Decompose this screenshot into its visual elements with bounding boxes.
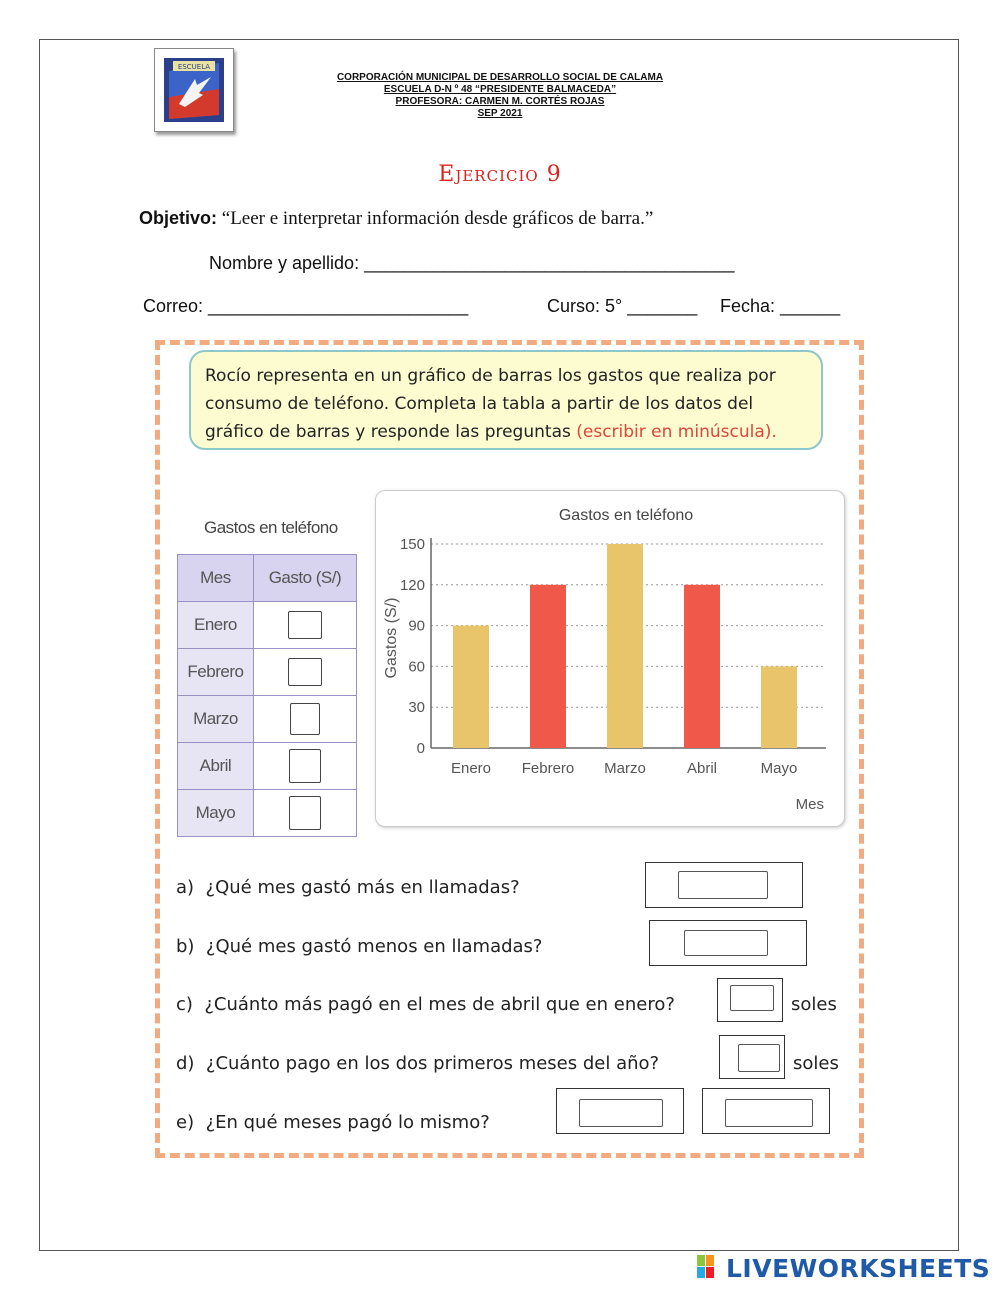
chart-ylabel: Gastos (S/) xyxy=(383,597,400,679)
question-e xyxy=(176,1112,490,1133)
instruction-box xyxy=(189,350,823,450)
month-cell: Mayo xyxy=(178,790,254,837)
instruction-text: Rocío representa en un gráfico de barras los gastos que realiza por consumo de teléfono. Completa la tabla a partir de los datos del gráfico de barras y responde las preguntas xyxy=(205,366,776,442)
y-tick-label: 60 xyxy=(408,658,425,676)
table-row xyxy=(178,649,357,696)
x-category-label: Enero xyxy=(450,760,492,777)
y-tick-label: 0 xyxy=(416,740,425,757)
table-header-row xyxy=(178,555,357,602)
objective-text: “Leer e interpretar información desde gráficos de barra.” xyxy=(221,208,654,229)
question-a xyxy=(176,877,520,898)
question-letter: b) xyxy=(176,936,195,957)
y-tick-label: 120 xyxy=(399,576,425,594)
chart-svg xyxy=(376,491,844,826)
answer-input-mayo[interactable] xyxy=(289,796,321,830)
y-tick-label: 150 xyxy=(399,536,425,553)
question-text: ¿Qué mes gastó más en llamadas? xyxy=(205,877,520,898)
answer-input-c[interactable] xyxy=(730,985,774,1011)
logo-text: ESCUELA xyxy=(177,63,211,71)
table-row xyxy=(178,790,357,837)
answer-input-enero[interactable] xyxy=(288,611,322,639)
header-line-3: PROFESORA: CARMEN M. CORTÉS ROJAS xyxy=(395,96,605,107)
month-cell: Abril xyxy=(178,743,254,790)
question-c xyxy=(176,994,675,1015)
objective-label: Objetivo: xyxy=(139,208,218,228)
email-field[interactable]: Correo: __________________________ xyxy=(143,296,469,316)
question-letter: a) xyxy=(176,877,195,898)
liveworksheets-brand[interactable] xyxy=(697,1254,990,1285)
bar-mayo xyxy=(761,666,797,748)
course-field[interactable]: Curso: 5° _______ xyxy=(547,296,698,316)
question-b xyxy=(176,936,542,957)
school-logo xyxy=(154,48,234,132)
bar-enero xyxy=(453,626,489,748)
question-text: ¿Cuánto más pagó en el mes de abril que en enero? xyxy=(204,994,675,1015)
table-row xyxy=(178,602,357,649)
brand-name: LIVEWORKSHEETS xyxy=(726,1254,991,1283)
question-text: ¿Qué mes gastó menos en llamadas? xyxy=(205,936,543,957)
bar-febrero xyxy=(530,585,566,748)
month-cell: Febrero xyxy=(178,649,254,696)
column-header-month: Mes xyxy=(178,555,254,602)
answer-input-b[interactable] xyxy=(684,930,768,956)
question-text: ¿Cuánto pago en los dos primeros meses del año? xyxy=(205,1053,660,1074)
question-d xyxy=(176,1053,659,1074)
bar-chart xyxy=(375,490,845,827)
x-category-label: Mayo xyxy=(760,760,798,777)
expense-table xyxy=(177,554,357,837)
month-cell: Enero xyxy=(178,602,254,649)
date-field[interactable]: Fecha: ______ xyxy=(720,296,841,316)
chart-xlabel: Mes xyxy=(795,796,824,813)
cost-cell xyxy=(253,649,356,696)
cost-cell xyxy=(253,696,356,743)
instruction-highlight: (escribir en minúscula). xyxy=(576,422,777,442)
bar-marzo xyxy=(607,544,643,748)
header-line-1: CORPORACIÓN MUNICIPAL DE DESARROLLO SOCIAL DE CALAMA xyxy=(336,72,664,83)
y-tick-label: 30 xyxy=(408,699,425,717)
liveworksheets-logo-icon xyxy=(697,1255,723,1285)
question-letter: e) xyxy=(176,1112,195,1133)
month-cell: Marzo xyxy=(178,696,254,743)
objective xyxy=(139,208,653,230)
answer-input-e1[interactable] xyxy=(579,1099,663,1127)
name-field[interactable]: Nombre y apellido: _____________________________________ xyxy=(209,253,735,273)
chart-title: Gastos en teléfono xyxy=(558,507,694,524)
cost-cell xyxy=(253,602,356,649)
question-letter: d) xyxy=(176,1053,195,1074)
answer-input-e2[interactable] xyxy=(725,1099,813,1127)
answer-input-d[interactable] xyxy=(738,1044,780,1072)
school-header xyxy=(250,72,750,120)
question-text: ¿En qué meses pagó lo mismo? xyxy=(205,1112,490,1133)
header-line-4: SEP 2021 xyxy=(477,108,523,119)
answer-input-abril[interactable] xyxy=(289,749,321,783)
cost-cell xyxy=(253,790,356,837)
x-category-label: Abril xyxy=(686,760,718,777)
cost-cell xyxy=(253,743,356,790)
column-header-cost: Gasto (S/) xyxy=(253,555,356,602)
header-line-2: ESCUELA D-N º 48 “PRESIDENTE BALMACEDA” xyxy=(383,84,617,95)
answer-input-marzo[interactable] xyxy=(290,703,320,735)
table-row xyxy=(178,696,357,743)
answer-input-a[interactable] xyxy=(678,871,768,899)
x-category-label: Febrero xyxy=(521,760,575,777)
unit-label-c: soles xyxy=(791,994,837,1015)
answer-input-febrero[interactable] xyxy=(288,658,322,686)
y-tick-label: 90 xyxy=(408,617,425,635)
table-row xyxy=(178,743,357,790)
unit-label-d: soles xyxy=(793,1053,839,1074)
question-letter: c) xyxy=(176,994,193,1015)
bar-abril xyxy=(684,585,720,748)
table-title: Gastos en teléfono xyxy=(204,518,338,537)
exercise-title: Ejercicio 9 xyxy=(438,162,562,187)
x-category-label: Marzo xyxy=(604,760,646,777)
